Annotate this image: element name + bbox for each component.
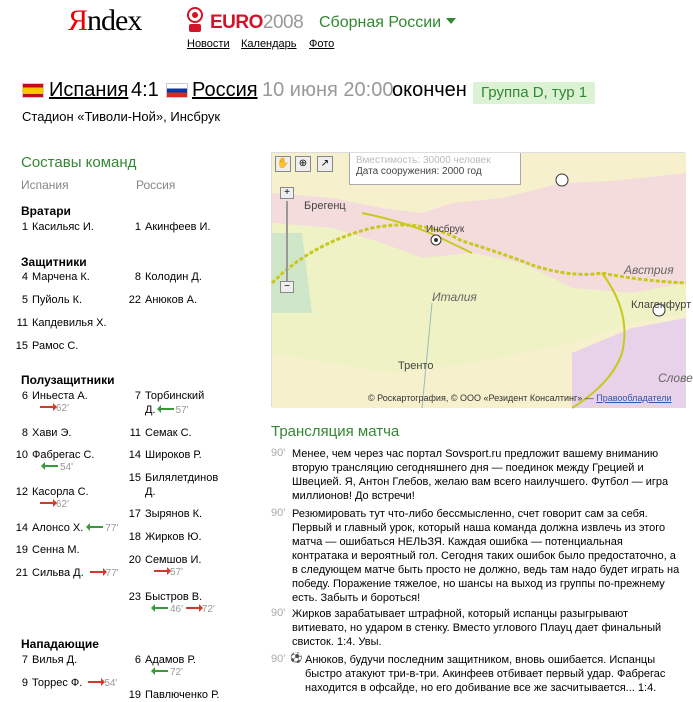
- event-text: Жирков зарабатывает штрафной, который испанцы разыгрывают витиевато, но ударом в стенку. Вместо углового Плауц дает финальный свисток. 1:4. Увы.: [292, 608, 662, 648]
- match-score: 4:1: [131, 79, 159, 101]
- substitution-out: 54': [88, 678, 117, 689]
- map-label-klagenfurt: Клагенфурт: [631, 299, 692, 311]
- arrow-right-icon: [90, 571, 104, 573]
- away-team-link[interactable]: Россия: [192, 79, 258, 101]
- away-column-header: Россия: [136, 178, 176, 192]
- player-row[interactable]: 23 Быстров В.: [128, 591, 203, 603]
- position-midfielders: Полузащитники: [21, 373, 115, 387]
- player-row[interactable]: 15 Рамос С.: [15, 340, 79, 352]
- map-label-bregenz: Брегенц: [304, 200, 346, 212]
- soccer-ball-icon: ⚽: [290, 653, 303, 664]
- ruler-icon[interactable]: ↗: [317, 156, 333, 172]
- team-select-dropdown[interactable]: Сборная России: [319, 14, 456, 32]
- player-row-cont: Д. 57': [145, 404, 189, 416]
- arrow-left-icon: [44, 465, 58, 467]
- match-status: окончен: [392, 79, 467, 101]
- yandex-logo[interactable]: Яndex: [68, 4, 142, 37]
- event-minute: 90': [271, 607, 286, 619]
- russia-flag-icon: [166, 83, 188, 98]
- event-minute: 90': [271, 653, 286, 665]
- event-text: Менее, чем через час портал Sovsport.ru предложит вашему вниманию вторую трансляцию сегодняшнего дня — поединок между Грецией и Швецией. Я, Антон Глебов, желаю вам всего наилучшего. Футбол — игра миллионов! До встречи!: [292, 448, 669, 502]
- zoom-slider[interactable]: [286, 201, 288, 281]
- player-row[interactable]: 14 Широков Р.: [128, 449, 202, 461]
- stadium-info-balloon: Вместимость: 30000 человек Дата сооружения: 2000 год: [349, 153, 521, 185]
- player-row[interactable]: 17 Зырянов К.: [128, 508, 203, 520]
- group-badge[interactable]: Группа D, тур 1: [473, 82, 595, 104]
- substitution-out: 62': [40, 403, 69, 414]
- arrow-left-icon: [89, 526, 103, 528]
- euro2008-emblem-icon: [184, 6, 206, 34]
- lineups-title: Составы команд: [21, 154, 137, 171]
- position-goalkeepers: Вратари: [21, 204, 71, 218]
- player-row[interactable]: 8 Хави Э.: [21, 427, 72, 439]
- player-row[interactable]: 11 Капдевилья Х.: [16, 317, 107, 329]
- player-row[interactable]: 5 Пуйоль К.: [21, 294, 83, 306]
- match-date: 10 июня 20:00: [262, 79, 394, 101]
- substitution-out: 77': [90, 568, 119, 579]
- player-row-cont: Д.: [145, 486, 156, 498]
- player-row[interactable]: 22 Анюков А.: [128, 294, 198, 306]
- spain-flag-icon: [22, 83, 44, 98]
- map-terrain: [272, 153, 686, 408]
- player-row[interactable]: 19 Сенна М.: [15, 544, 80, 556]
- hand-tool-icon[interactable]: ✋: [275, 156, 291, 172]
- position-defenders: Защитники: [21, 255, 87, 269]
- nav-calendar-link[interactable]: Календарь: [241, 38, 297, 50]
- map-copyright: © Роскартография, © ООО «Резидент Консалтинг» — Правообладатели: [368, 393, 672, 403]
- nav-news-link[interactable]: Новости: [187, 38, 230, 50]
- arrow-left-icon: [154, 670, 168, 672]
- substitution-out: 62': [40, 499, 69, 510]
- player-row[interactable]: 9 Торрес Ф. 54': [21, 677, 118, 689]
- home-column-header: Испания: [21, 178, 69, 192]
- map-label-innsbruck: Инсбрук: [426, 224, 465, 235]
- player-row[interactable]: 20 Семшов И.: [128, 554, 202, 566]
- substitution-out: 57': [154, 567, 183, 578]
- copyright-holders-link[interactable]: Правообладатели: [596, 393, 672, 403]
- home-team-link[interactable]: Испания: [49, 79, 129, 101]
- event-text: Резюмировать тут что-либо бессмысленно, счет говорит сам за себя. Первый и главный урок, который наша команда должна извлечь из этого матча — ошибаться НЕЛЬЗЯ. Каждая ошибка — потенциальная контратака и вероятный гол. Сегодня таких ошибок было предостаточно, а в следующем матче быть просто не должно, ведь там надо будет играть на победу. Поражение тяжелое, но шансы на выход из группы по-прежнему есть. Забыть и бороться!: [292, 508, 680, 604]
- player-row[interactable]: 7 Вилья Д.: [21, 654, 78, 666]
- zoom-in-button[interactable]: +: [280, 187, 294, 199]
- player-row[interactable]: 10 Фабрегас С.: [15, 449, 95, 461]
- zoom-area-icon[interactable]: ⊕: [295, 156, 311, 172]
- substitution-in: 77': [89, 523, 118, 534]
- arrow-right-icon: [154, 570, 168, 572]
- map-label-trento: Тренто: [398, 360, 434, 372]
- arrow-left-icon: [154, 607, 168, 609]
- zoom-out-button[interactable]: −: [280, 281, 294, 293]
- player-row[interactable]: 21 Сильва Д. 77': [15, 567, 119, 579]
- map-label-slovenia: Слове: [658, 371, 693, 385]
- substitution-inout: 46' 72': [154, 604, 215, 615]
- player-row[interactable]: 7 Торбинский: [134, 390, 205, 402]
- player-row[interactable]: 6 Иньеста А.: [21, 390, 88, 402]
- substitution-in: 72': [154, 667, 183, 678]
- arrow-right-icon: [40, 406, 54, 408]
- arrow-left-icon: [160, 408, 174, 410]
- player-row[interactable]: 12 Касорла С.: [15, 486, 89, 498]
- map-label-austria: Австрия: [624, 263, 674, 277]
- event-text: Анюков, будучи последним защитником, вновь ошибается. Испанцы быстро атакуют три-в-три. Акинфеев отбивает первый удар. Фабрегас находится в офсайде, но его добивание все же засчитывается... 1:4.: [305, 654, 666, 694]
- chevron-down-icon: [446, 18, 456, 24]
- player-row[interactable]: 15 Билялетдинов: [128, 472, 219, 484]
- player-row[interactable]: 19 Павлюченко Р.: [128, 689, 220, 701]
- player-row[interactable]: 4 Марчена К.: [21, 271, 90, 283]
- map-label-italy: Италия: [432, 290, 477, 304]
- substitution-in: 57': [160, 405, 189, 416]
- player-row[interactable]: 1 Касильяс И.: [21, 221, 94, 233]
- substitution-in: 54': [44, 462, 73, 473]
- player-row[interactable]: 11 Семак С.: [129, 427, 192, 439]
- player-row[interactable]: 14 Алонсо Х. 77': [15, 522, 119, 534]
- commentary-title: Трансляция матча: [271, 423, 400, 440]
- player-row[interactable]: 18 Жирков Ю.: [128, 531, 202, 543]
- arrow-right-icon: [40, 502, 54, 504]
- stadium-info: Стадион «Тиволи-Ной», Инсбрук: [22, 109, 221, 124]
- event-minute: 90': [271, 447, 286, 459]
- arrow-right-icon: [186, 607, 200, 609]
- player-row[interactable]: 6 Адамов Р.: [134, 654, 196, 666]
- arrow-right-icon: [88, 681, 102, 683]
- event-minute: 90': [271, 507, 286, 519]
- player-row[interactable]: 8 Колодин Д.: [134, 271, 202, 283]
- stadium-map[interactable]: [271, 152, 693, 407]
- position-forwards: Нападающие: [21, 637, 99, 651]
- euro2008-logo[interactable]: EURO2008: [210, 12, 304, 33]
- nav-photo-link[interactable]: Фото: [309, 38, 335, 50]
- player-row[interactable]: 1 Акинфеев И.: [134, 221, 211, 233]
